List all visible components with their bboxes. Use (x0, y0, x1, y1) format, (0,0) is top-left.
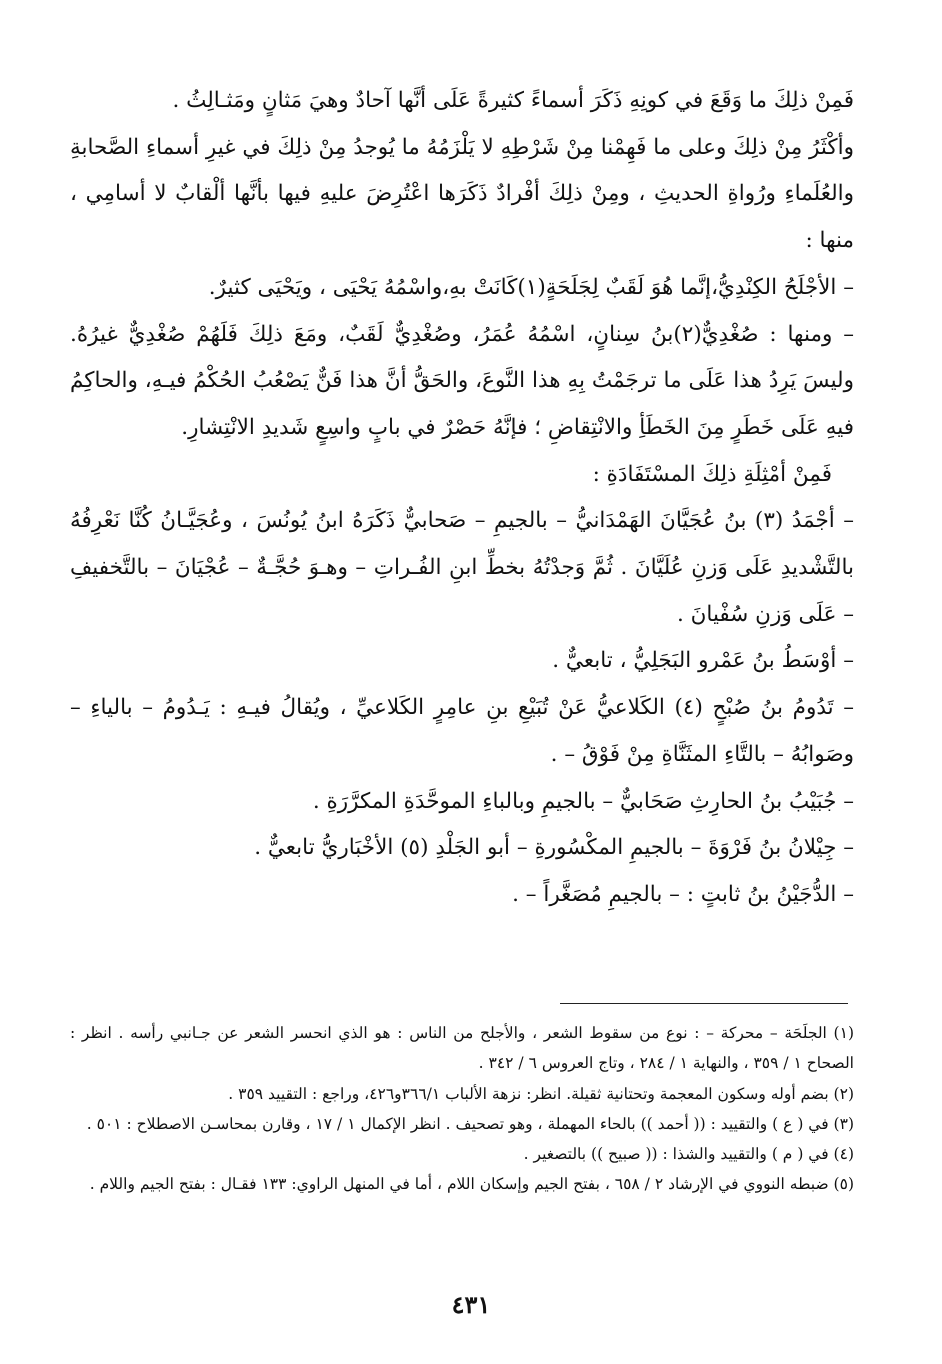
footnotes (70, 1018, 854, 1200)
list-item: – الأجْلَحُ الكِنْدِيُّ،إنَّما هُوَ لَقَبٌ لِجَلَحَةٍ(١)كَانَتْ بهِ،واسْمُهُ يَحْيَى ، ويَحْيَى كثيرٌ. (208, 274, 854, 300)
list-item: – تَدُومُ بنُ صُبْحٍ (٤) الكَلاعيُّ عَنْ تُبَيْعِ بنِ عامِرٍ الكَلاعيِّ ، ويُقالُ فيـهِ : يَـدُومُ – بالياءِ – وصَوابُهُ – بالتَّاءِ المثَنَّاةِ مِنْ فَوْقُ – . (70, 695, 854, 767)
list-item: – أجْمَدُ (٣) بنُ عُجَيَّانَ الهَمْدَانيُّ – بالجيمِ – صَحابيٌّ ذَكَرَهُ ابنُ يُونُسَ ، وعُجَيَّـانُ كُنَّا نَعْرِفُهُ بالتَّشْديدِ عَلَى وَزنِ عُلَيَّانَ . ثُمَّ وَجدْتُهُ بخطِّ ابنِ الفُـراتِ – وهـوَ حُجَّـةٌ – عُجْيَانَ – بالتَّخفيفِ – عَلَى وَزنِ سُفْيانَ . (70, 508, 854, 627)
footnote: (٤) في ( م ) والتقييد والشذا : (( صبيح )) بالتصغير . (523, 1145, 854, 1164)
footnote-divider (560, 1003, 848, 1004)
main-text (70, 78, 854, 919)
list-item: – الدُّجَيْنُ بنُ ثابتٍ : – بالجيمِ مُصَغَّراً – . (512, 881, 854, 907)
paragraph: فَمِنْ أمْثِلَةِ ذلِكَ المسْتَفَادَةِ : (592, 461, 832, 487)
list-item: – جُبَيْبُ بنُ الحارِثِ صَحَابيٌّ – بالجيمِ وبالباءِ الموحَّدَةِ المكرَّرَةِ . (312, 788, 854, 814)
list-item: – جِيْلانُ بنُ فَرْوَةَ – بالجيمِ المكْسُورةِ – أبو الجَلْدِ (٥) الأخْبَاريُّ تابعيٌّ . (254, 835, 854, 861)
footnote: (٣) في ( ع ) والتقييد : (( أحمد )) بالحاء المهملة ، وهو تصحيف . انظر الإكمال ١ / ١٧ ، وقارن بمحاسـن الاصطلاح : ٥٠١ . (86, 1114, 854, 1133)
footnote: (٥) ضبطه النووي في الإرشاد ٢ / ٦٥٨ ، بفتح الجيم وإسكان اللام ، أما في المنهل الراوي: ١٣٣ فقـال : بفتح الجيم واللام . (89, 1175, 854, 1194)
paragraph: فَمِنْ ذلِكَ ما وَقَعَ في كونِهِ ذَكَرَ أسماءً كثيرةً عَلَى أنَّها آحادٌ وهيَ مَثانٍ ومَثـالِثُ . (172, 88, 854, 113)
list-item: – أوْسَطُ بنُ عَمْرو البَجَلِيُّ ، تابعيٌّ . (552, 648, 854, 674)
page-number: ٤٣١ (451, 1290, 491, 1319)
footnote: (٢) بضم أوله وسكون المعجمة وتحتانية ثقيلة. انظر: نزهة الألباب ٣٦٦/١و٤٢٦، وراجع : التقييد ٣٥٩ . (228, 1084, 854, 1103)
list-item: – ومنها : صُغْدِيٌّ(٢)بنُ سِنانٍ، اسْمُهُ عُمَرُ، وصُغْدِيٌّ لَقَبٌ، ومَعَ ذلِكَ فَلَهُمْ صُغْدِيٌّ غيرُهُ. وليسَ يَرِدُ هذا عَلَى ما ترجَمْتُ بِهِ هذا النَّوعَ، والحَقُّ أنَّ هذا فَنٌّ يَصْعُبُ الحُكْمُ فيـهِ، والحاكِمُ فيهِ عَلَى خَطَرٍ مِنَ الخَطَأِ والانْتِقاضِ ؛ فإنَّهُ حَصْرٌ في بابٍ واسِعٍ شَديدِ الانْتِشارِ. (70, 321, 854, 440)
footnote: (١) الجلَحَة – محركة – : نوع من سقوط الشعر ، والأجلح من الناس : هو الذي انحسر الشعر عن جـانبي رأسه . انظر : الصحاح ١ / ٣٥٩ ، والنهاية ١ / ٢٨٤ ، وتاج العروس ٦ / ٣٤٢ . (70, 1024, 854, 1073)
paragraph: وأكْثَرُ مِنْ ذلِكَ وعلى ما فَهِمْنا مِنْ شَرْطِهِ لا يَلْزَمُهُ ما يُوجدُ مِنْ ذلِكَ في غيرِ أسماءِ الصَّحابةِ والعُلَماءِ ورُواةِ الحديثِ ، ومِنْ ذلِكَ أفْرادٌ ذَكَرَها اعْتُرِضَ عليهِ فيها بأنَّها ألْقابٌ لا أسامِي ، منها : (70, 134, 854, 254)
